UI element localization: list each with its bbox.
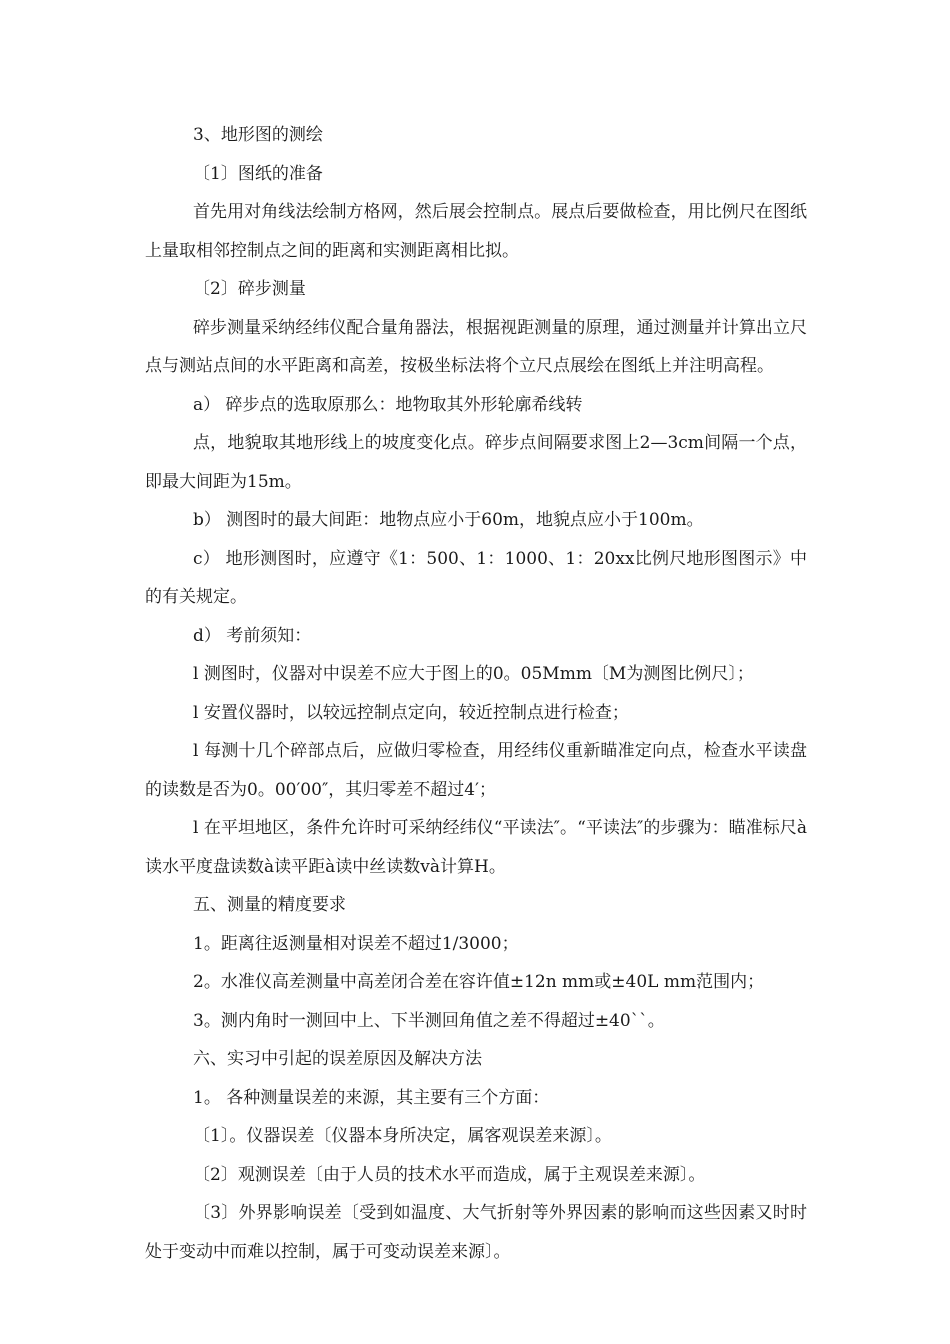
document-page xyxy=(145,116,807,1271)
subheading-detail-survey: 〔2〕碎步测量 xyxy=(193,279,306,299)
item-a-point-selection: a） 碎步点的选取原那么：地物取其外形轮廓希线转 xyxy=(193,394,583,415)
heading-error-causes: 六、实习中引起的误差原因及解决方法 xyxy=(193,1049,482,1069)
item-b-max-distance: b） 测图时的最大间距：地物点应小于60m，地貌点应小于100m。 xyxy=(193,510,704,530)
accuracy-angle: 3。测内角时一测回中上、下半测回角值之差不得超过±40``。 xyxy=(193,1010,665,1031)
item-d-notes: d） 考前须知： xyxy=(193,625,312,646)
note-instrument-setup: l 安置仪器时，以较远控制点定向，较近控制点进行检查； xyxy=(193,702,629,723)
paragraph-grid-drawing: 首先用对角线法绘制方格网，然后展会控制点。展点后要做检查，用比例尺在图纸上量取相邻控制点之间的距离和实测距离相比拟。 xyxy=(145,202,807,261)
paragraph-point-spacing: 点，地貌取其地形线上的坡度变化点。碎步点间隔要求图上2—3cm间隔一个点，即最大间距为15m。 xyxy=(145,433,807,492)
heading-accuracy-requirements: 五、测量的精度要求 xyxy=(193,895,346,915)
error-source-external: 〔3〕外界影响误差〔受到如温度、大气折射等外界因素的影响而这些因素又时时处于变动中而难以控制，属于可变动误差来源〕。 xyxy=(145,1203,807,1262)
note-centering-error: l 测图时，仪器对中误差不应大于图上的0。05Mmm〔M为测图比例尺〕； xyxy=(193,664,754,684)
note-zero-check: l 每测十几个碎部点后，应做归零检查，用经纬仪重新瞄准定向点，检查水平读盘的读数是否为0。00′00″，其归零差不超过4′； xyxy=(145,741,807,800)
subheading-drawing-preparation: 〔1〕图纸的准备 xyxy=(193,163,323,184)
error-source-observation: 〔2〕观测误差〔由于人员的技术水平而造成，属于主观误差来源〕。 xyxy=(193,1164,706,1185)
note-flat-reading: l 在平坦地区，条件允许时可采纳经纬仪“平读法″。“平读法″的步骤为：瞄准标尺à读水平度盘读数à读平距à读中丝读数và计算H。 xyxy=(145,818,807,877)
heading-topographic-survey: 3、地形图的测绘 xyxy=(193,125,323,145)
accuracy-leveling: 2。水准仪高差测量中高差闭合差在容许值±12n mm或±40L mm范围内； xyxy=(193,972,765,992)
error-sources-intro: 1。 各种测量误差的来源，其主要有三个方面： xyxy=(193,1087,550,1108)
error-source-instrument: 〔1〕。仪器误差〔仪器本身所决定，属客观误差来源〕。 xyxy=(193,1126,612,1146)
item-c-standards: c） 地形测图时，应遵守《1：500、1：1000、1：20xx比例尺地形图图示》中的有关规定。 xyxy=(145,548,807,607)
paragraph-detail-survey-method: 碎步测量采纳经纬仪配合量角器法，根据视距测量的原理，通过测量并计算出立尺点与测站点间的水平距离和高差，按极坐标法将个立尺点展绘在图纸上并注明高程。 xyxy=(145,317,807,376)
accuracy-distance: 1。距离往返测量相对误差不超过1/3000； xyxy=(193,933,519,954)
